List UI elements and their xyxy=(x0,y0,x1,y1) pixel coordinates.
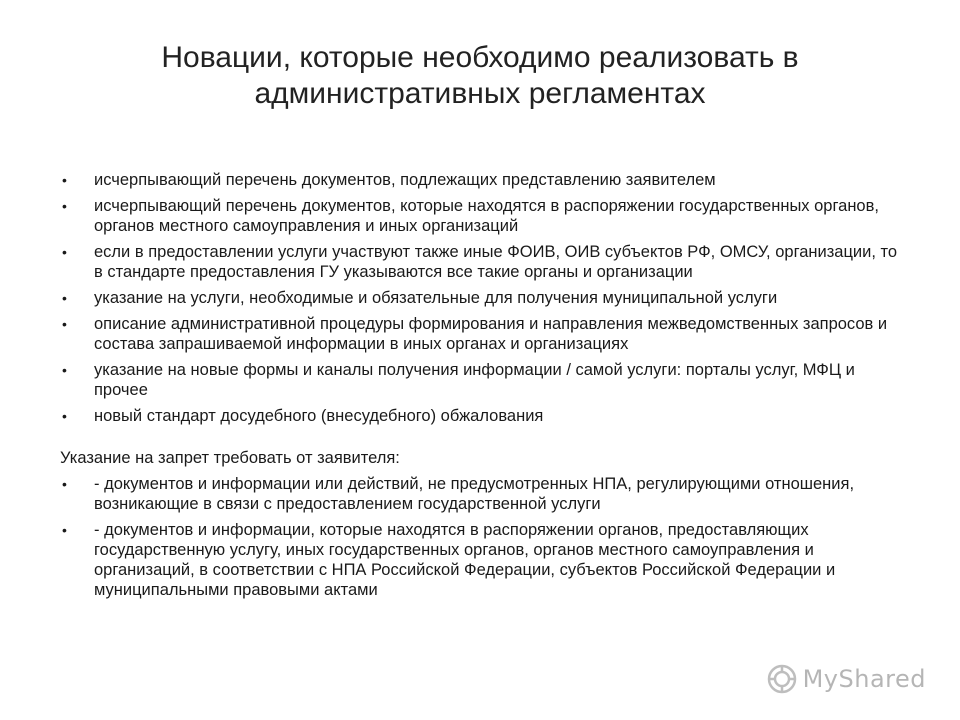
myshared-logo-icon xyxy=(767,664,797,694)
bullet-list xyxy=(60,170,910,426)
bullet-icon: • xyxy=(62,172,67,188)
bullet-icon: • xyxy=(62,198,67,214)
bullet-icon: • xyxy=(62,362,67,378)
list-item xyxy=(60,196,910,236)
list-item-text: указание на услуги, необходимые и обязательные для получения муниципальной услуги xyxy=(94,289,778,307)
slide-content xyxy=(60,170,910,606)
list-item xyxy=(60,520,910,600)
list-item xyxy=(60,314,910,354)
list-item xyxy=(60,288,910,308)
bullet-icon: • xyxy=(62,244,67,260)
list-item-text: исчерпывающий перечень документов, подлежащих представлению заявителем xyxy=(94,171,716,189)
bullet-icon: • xyxy=(62,476,67,492)
list-item xyxy=(60,170,910,190)
list-item-text: указание на новые формы и каналы получения информации / самой услуги: порталы услуг, МФЦ и прочее xyxy=(94,361,855,399)
list-item xyxy=(60,474,910,514)
list-item-text: - документов и информации, которые находятся в распоряжении органов, предоставляющих государственную услугу, иных государственных органов, органов местного самоуправления и организаций, в соответствии с НПА Российской Федерации, субъектов Российской Федерации и муниципальными правовыми актами xyxy=(94,521,836,599)
watermark-text: MyShared xyxy=(802,665,926,693)
slide-title-line-2: административных регламентах xyxy=(254,77,706,110)
list-item-text: описание административной процедуры формирования и направления межведомственных запросов и состава запрашиваемой информации в иных органах и организациях xyxy=(94,315,888,353)
bullet-icon: • xyxy=(62,408,67,424)
myshared-watermark xyxy=(767,664,926,694)
list-item-text: новый стандарт досудебного (внесудебного) обжалования xyxy=(94,407,544,425)
list-item-text: если в предоставлении услуги участвуют также иные ФОИВ, ОИВ субъектов РФ, ОМСУ, организации, то в стандарте предоставления ГУ указываются все такие органы и организации xyxy=(94,243,898,281)
bullet-icon: • xyxy=(62,522,67,538)
bullet-icon: • xyxy=(62,290,67,306)
bullet-icon: • xyxy=(62,316,67,332)
slide-title-line-1: Новации, которые необходимо реализовать в xyxy=(161,41,799,74)
list-item xyxy=(60,360,910,400)
prohibition-list xyxy=(60,474,910,600)
list-item-text: - документов и информации или действий, не предусмотренных НПА, регулирующими отношения, возникающие в связи с предоставлением государственной услуги xyxy=(94,475,855,513)
list-item xyxy=(60,242,910,282)
list-item xyxy=(60,406,910,426)
prohibition-heading: Указание на запрет требовать от заявителя: xyxy=(60,449,400,467)
list-item-text: исчерпывающий перечень документов, которые находятся в распоряжении государственных органов, органов местного самоуправления и иных организаций xyxy=(94,197,879,235)
slide-title xyxy=(60,40,900,112)
